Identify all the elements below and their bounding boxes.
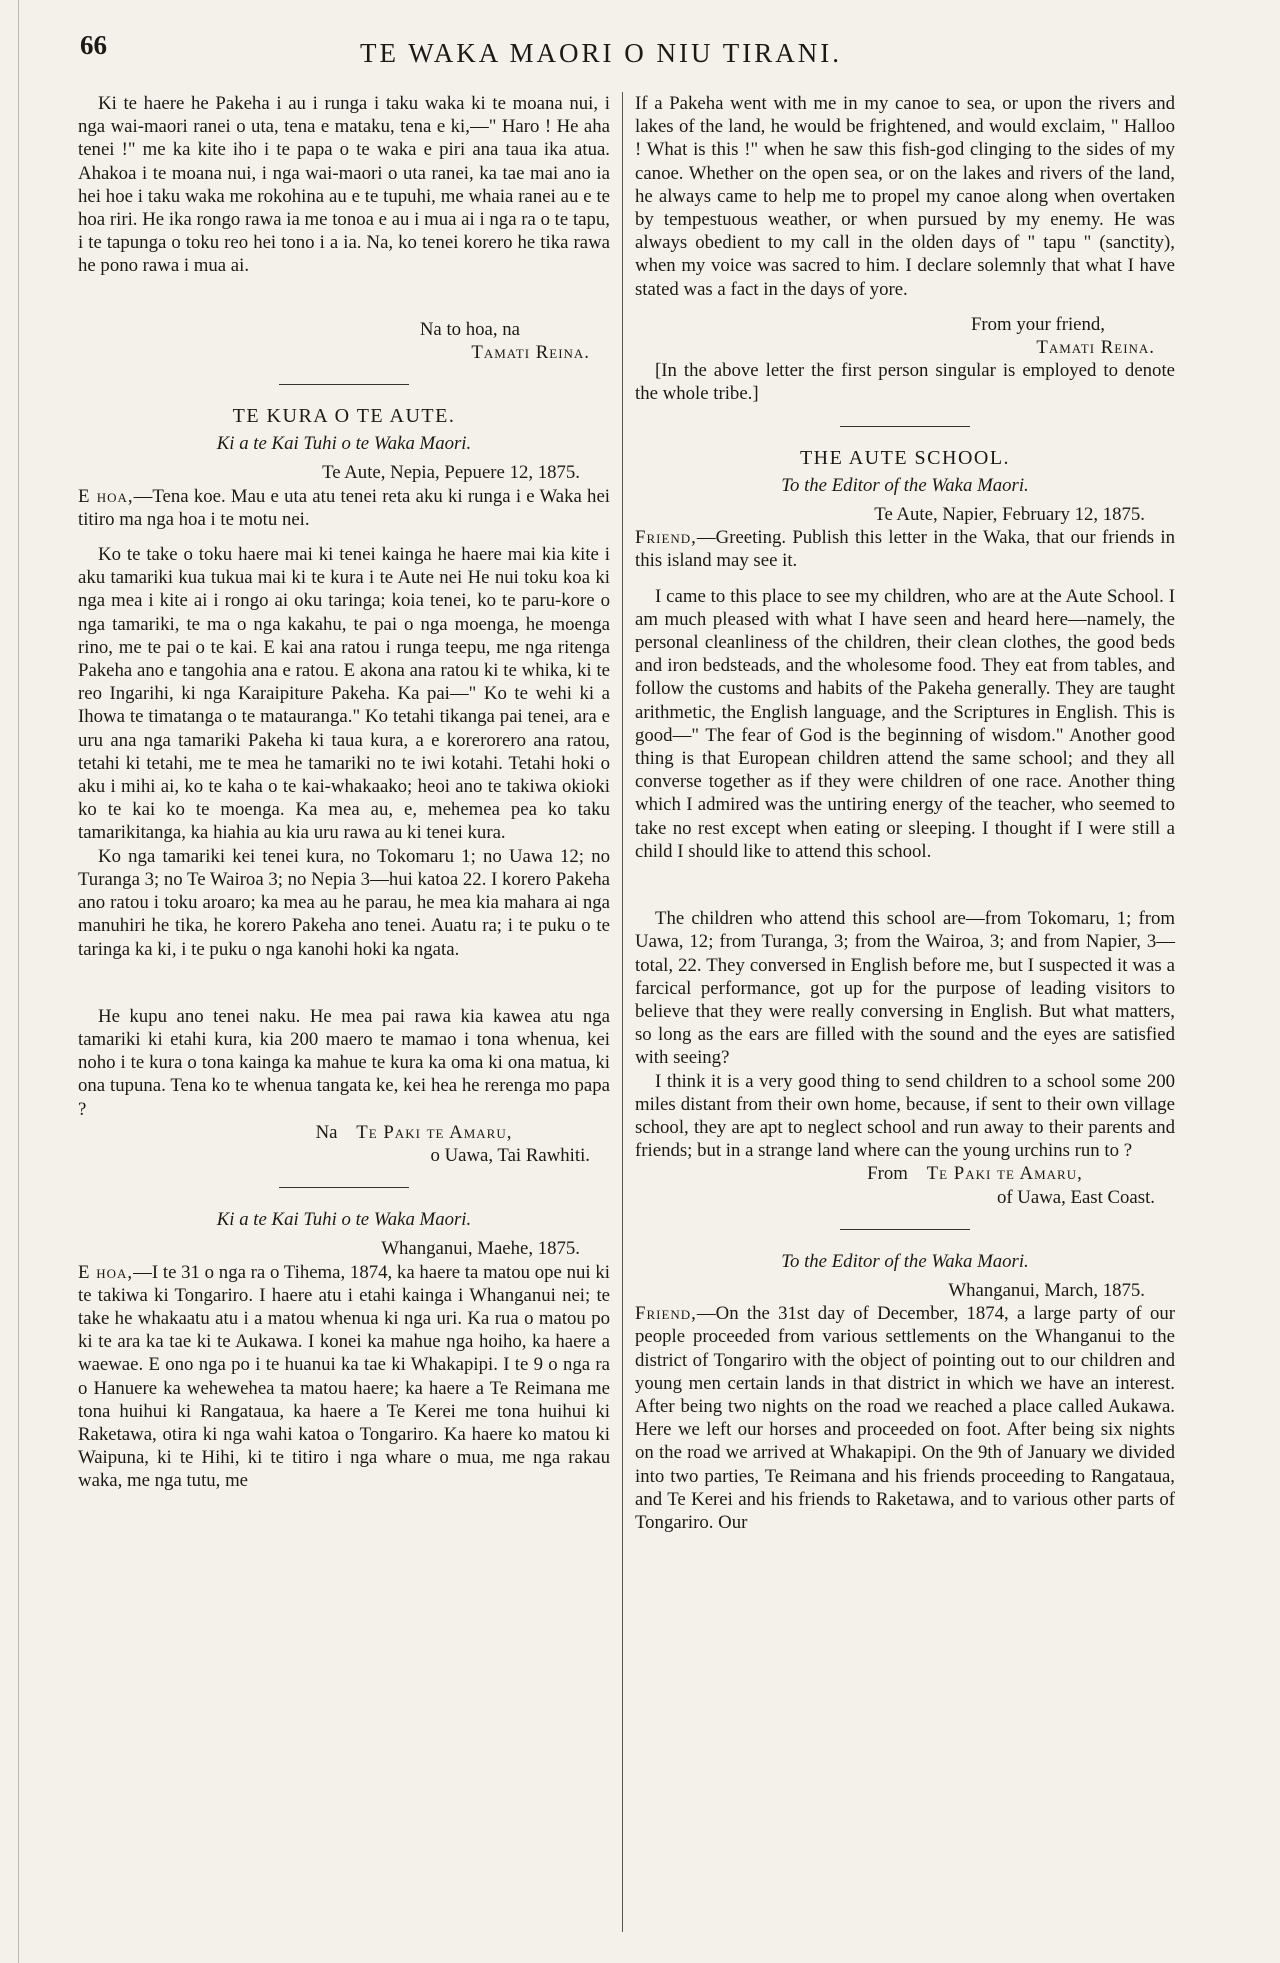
letter-address: Ki a te Kai Tuhi o te Waka Maori.	[216, 1209, 472, 1231]
signature-line: Na to hoa, na	[419, 318, 520, 340]
editorial-note: [In the above letter the first person singular is employed to denote the whole tribe.]	[635, 360, 1175, 405]
greeting-caps: E hoa,	[78, 1261, 134, 1283]
letter-text: —On the 31st day of December, 1874, a large party of our people proceeded from various settlements on the Whanganui to the district of Tongariro with the object of pointing out to our children and young men certain lands in that district in which we have an interest. After being two nights on the road we reached a place called Aukawa. Here we left our horses and proceeded on foot. After being six nights on the road we arrived at Whakapipi. On the 9th of January we divided into two parties, Te Reimana and his friends proceeding to Rangataua, and Te Kerei and his friends to Raketawa, and to various other parts of Tongariro. Our	[635, 1303, 1175, 1533]
section-heading: THE AUTE SCHOOL.	[799, 446, 1011, 469]
letter-greeting	[635, 526, 1175, 572]
dateline: Te Aute, Napier, February 12, 1875.	[874, 504, 1145, 526]
letter-paragraph: Ki te haere he Pakeha i au i runga i taku waka ki te moana nui, i nga wai-maori ranei o uta, tena e mataku, tena e ki,—" Haro ! He aha tenei !" me ka kite iho i te papa o te waka e piri ana taua ika atua. Ahakoa i te moana nui, i nga wai-maori o uta ranei, ka tae mai ano ia hei hoe i taku waka me rokohina au e te tupuhi, me whaia ranei au e te hoa riri. He ika rongo rawa ia me tonoa e au i mua ai i nga ra o te tapu, i te tapunga o toku reo hei tono i a ia. Na, ko tenei korero he tika rawa he pono rawa i mua ai.	[78, 93, 610, 277]
greeting-caps: Friend,	[635, 1303, 697, 1325]
letter-text: —I te 31 o nga ra o Tihema, 1874, ka haere ta matou ope nui ki te takiwa ki Tongariro. I haere atu i etahi kainga i Whanganui nei; te take he whakaatu atu i a matou whenua ki nga uri. Ka rua o matou po ki te ara ka tae ki te Aukawa. I konei ka mahue nga hoiho, ka haere a waewae. E ono nga po i te huanui ka tae ki Whakapipi. I te 9 o nga ra o Hanuere ka wehewehea ta matou haere; ka haere a Te Reimana me tona huihui ki Rangataua, ka haere a Te Kerei me tona huihui ki Raketawa, otira ki nga wahi katoa o Tongariro. Ka haere ko matou ki Waipuna, ki te Hihi, ki te titiro i nga whare o mua, me nga rakau waka, me nga tutu, me	[78, 1261, 610, 1492]
signature-from: Na	[315, 1121, 338, 1143]
running-head: TE WAKA MAORI O NIU TIRANI.	[360, 38, 842, 68]
signature-place: o Uawa, Tai Rawhiti.	[430, 1144, 590, 1166]
maori-column	[78, 92, 610, 1493]
section-rule	[840, 1229, 970, 1230]
letter-address: To the Editor of the Waka Maori.	[781, 1250, 1029, 1272]
page-number: 66	[80, 30, 107, 60]
signature-place: of Uawa, East Coast.	[996, 1186, 1155, 1208]
letter-paragraph: Ko nga tamariki kei tenei kura, no Tokomaru 1; no Uawa 12; no Turanga 3; no Te Wairoa 3; no Nepia 3—hui katoa 22. I korero Pakeha ano ratou i toku aroaro; ka mea au he parau, he mea kia mahara ai nga manuhiri he tika, he korero Pakeha ano tenei. Auatu ra; i te puku o te taringa ka ki, i te puku o nga kanohi hoki ka ngata.	[78, 845, 610, 960]
letter-paragraph	[635, 1302, 1175, 1534]
letter-paragraph: He kupu ano tenei naku. He mea pai rawa kia kawea atu nga tamariki ki etahi kura, kia 200 maero te mamao i tona whenua, kei noho i te kura o tona kainga ka mahue te kura ka oma ki ona matua, ki ona tupuna. Tena ko te whenua tangata ke, kei hea he rerenga mo papa ?	[78, 1005, 610, 1120]
letter-paragraph: The children who attend this school are—from Tokomaru, 1; from Uawa, 12; from Turanga, 3; from the Wairoa, 3; and from Napier, 3—total, 22. They conversed in English before me, but I suspected it was a farcical performance, got up for the purpose of leading visitors to believe that they were really conversing in English. But what matters, so long as the ears are filled with the sound and the eyes are satisfied with seeing?	[635, 908, 1175, 1069]
signature-name: Te Paki te Amaru,	[926, 1163, 1083, 1185]
greeting-text: —Greeting. Publish this letter in the Waka, that our friends in this island may see it.	[635, 527, 1175, 572]
column-divider	[622, 92, 623, 1932]
letter-address: Ki a te Kai Tuhi o te Waka Maori.	[216, 433, 472, 455]
section-rule	[279, 1187, 409, 1188]
signature-name: Te Paki te Amaru,	[356, 1121, 513, 1143]
dateline: Whanganui, Maehe, 1875.	[381, 1238, 580, 1260]
greeting-caps: Friend,	[635, 527, 697, 549]
english-column	[635, 92, 1175, 1534]
page-edge-rule	[18, 0, 19, 1963]
letter-paragraph: I came to this place to see my children, who are at the Aute School. I am much pleased with what I have seen and heard here—namely, the personal cleanliness of the children, their clean clothes, the good beds and iron bedsteads, and the wholesome food. They eat from tables, and follow the customs and habits of the Pakeha generally. They are taught arithmetic, the English language, and the Scriptures in English. This is good—" The fear of God is the beginning of wisdom." Another good thing is that European children attend the same school; and they all converse together as if they were children of one race. Another thing which I admired was the untiring energy of the teacher, who seemed to take no rest except when eating or sleeping. I thought if I were still a child I should like to attend this school.	[635, 585, 1175, 862]
greeting-caps: E hoa,	[78, 485, 134, 507]
section-rule	[279, 384, 409, 385]
letter-paragraph: If a Pakeha went with me in my canoe to sea, or upon the rivers and lakes of the land, he would be frightened, and would exclaim, " Halloo ! What is this !" when he saw this fish-god clinging to the sides of my canoe. Whether on the open sea, or on the lakes and rivers of the land, he always came to help me to propel my canoe along when overtaken by tempestuous weather, or when pursued by my enemy. He was always obedient to my call in the olden days of " tapu " (sanctity), when my voice was sacred to him. I declare solemnly that what I have stated was a fact in the days of yore.	[635, 93, 1175, 300]
letter-paragraph	[78, 1261, 610, 1493]
signature-name: Tamati Reina.	[1036, 337, 1155, 359]
signature-name: Tamati Reina.	[471, 341, 590, 363]
section-heading: TE KURA O TE AUTE.	[232, 405, 456, 428]
letter-paragraph: Ko te take o toku haere mai ki tenei kainga he haere mai kia kite i aku tamariki kua tukua mai ki te kura i te Aute nei He nui toku koa ki nga mea i kite ai i rongo ai oku taringa; koia tenei, ko te paru-kore o nga tamariki, te ma o nga kakahu, te pai o nga moenga, he moenga rino, me te pai o te kai. E kai ana ratou i runga teepu, me nga ritenga Pakeha ano e tangohia ana e ratou. E akona ana ratou ki te whika, ki te reo Ingarihi, ki nga Karaipiture Pakeha. Ka pai—" Ko te wehi ki a Ihowa te timatanga o te matauranga." Ko tetahi tikanga pai tenei, ara e uru ana nga tamariki Pakeha ki taua kura, a e korerorero ana ratou, tetahi ki tetahi, me te mea he tamariki no te iwi kotahi. Tetahi hoki o aku i mihi ai, ko te kaha o te kai-whakaako; heoi ano te takiwa okioki ko te kai ko te moenga. Ka mea au, e, mehemea pea ko taku tamarikitanga, ka hiahia au kia uru rawa au ki tenei kura.	[78, 544, 610, 844]
greeting-text: —Tena koe. Mau e uta atu tenei reta aku ki runga i e Waka hei titiro ma nga hoa i te motu nei.	[78, 485, 610, 530]
letter-paragraph: I think it is a very good thing to send children to a school some 200 miles distant from their own home, because, if sent to their own village school, they are apt to neglect school and run away to their parents and friends; but in a strange land where can the young urchins run to ?	[635, 1070, 1175, 1162]
signature-from: From	[867, 1163, 908, 1185]
dateline: Whanganui, March, 1875.	[948, 1279, 1145, 1301]
signature-line	[78, 1121, 610, 1144]
signature-line: From your friend,	[970, 313, 1105, 335]
section-rule	[840, 426, 970, 427]
dateline: Te Aute, Nepia, Pepuere 12, 1875.	[322, 462, 580, 484]
signature-line	[635, 1162, 1175, 1185]
letter-greeting	[78, 485, 610, 531]
letter-address: To the Editor of the Waka Maori.	[781, 474, 1029, 496]
